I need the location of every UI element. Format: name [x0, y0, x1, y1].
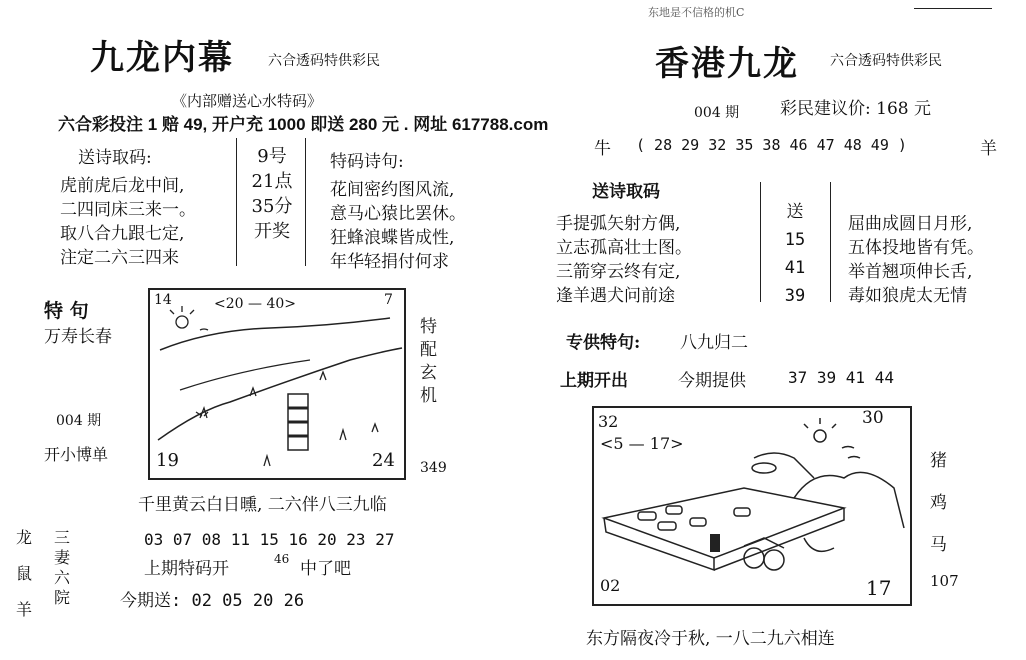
tepei-char: 机	[420, 386, 437, 406]
send-number: 41	[784, 258, 806, 278]
tepei-char: 玄	[420, 363, 437, 383]
internal-gift-label: 《内部赠送心水特码》	[172, 92, 323, 110]
right-period: 004 期	[694, 105, 740, 121]
today-send: 今期送: 02 05 20 26	[120, 591, 305, 611]
suggested-price: 彩民建议价: 168 元	[780, 99, 931, 119]
zodiac-char: 羊	[16, 600, 33, 619]
left-poem-header: 送诗取码:	[78, 148, 152, 168]
drawing-range: <5 — 17>	[600, 434, 684, 453]
sheep-label: 羊	[980, 139, 997, 159]
poem-line: 注定二六三四来	[60, 248, 179, 268]
poem-line: 狂蜂浪蝶皆成性,	[330, 228, 455, 248]
drawing-number-tr: 7	[384, 292, 393, 308]
poem-line: 意马心猿比罢休。	[330, 204, 466, 224]
tepei-xuanji	[420, 316, 437, 408]
poem-line: 花间密约图风流,	[330, 180, 455, 200]
special-sentence-text: 八九归二	[680, 333, 748, 353]
zodiac-char: 六	[54, 568, 71, 587]
zodiac-char: 妻	[54, 548, 71, 567]
hit-label: 中了吧	[300, 559, 351, 579]
zodiac-column-2	[54, 528, 70, 608]
this-provide-label: 今期提供	[678, 371, 746, 391]
teju-text: 万寿长春	[44, 327, 112, 347]
drawing-number-bl: 19	[156, 450, 179, 471]
drawing-number-br: 17	[866, 576, 892, 600]
ox-numbers: ( 28 29 32 35 38 46 47 48 49 )	[636, 136, 907, 154]
special-poem-header: 特码诗句:	[330, 152, 404, 172]
ox-label: 牛	[594, 139, 611, 159]
right-divider-1	[760, 182, 761, 302]
send-number: 39	[784, 286, 806, 306]
left-divider-2	[305, 138, 306, 266]
poem-line: 三箭穿云终有定,	[556, 262, 681, 282]
draw-minute: 35分	[251, 196, 293, 217]
last-special-number: 46	[274, 552, 290, 566]
poem-line: 五体投地皆有凭。	[848, 238, 984, 258]
poem-line: 屈曲成圆日月形,	[848, 214, 973, 234]
number-349: 349	[420, 460, 447, 476]
poem-line: 举首翘项伸长舌,	[848, 262, 973, 282]
draw-date: 9号	[257, 146, 287, 167]
special-poem	[330, 178, 466, 274]
top-fragment-text: 东地是不信格的机C	[648, 6, 745, 19]
zodiac-char: 鼠	[16, 564, 33, 583]
zodiac-char: 三	[54, 528, 71, 547]
left-hint-drawing	[148, 288, 406, 480]
mountain-path-sketch	[150, 290, 404, 478]
animal-char: 猪	[930, 451, 947, 471]
number-107: 107	[930, 572, 959, 590]
left-title: 九龙内幕	[90, 38, 234, 78]
poem-line: 年华轻捐付何求	[330, 252, 449, 272]
tepei-char: 配	[420, 340, 437, 360]
right-title: 香港九龙	[655, 44, 799, 84]
numbers-row: 03 07 08 11 15 16 20 23 27	[144, 530, 395, 549]
drawing-number-tl: 32	[598, 412, 619, 431]
right-poem-header: 送诗取码	[592, 182, 660, 202]
poem-line: 毒如狼虎太无情	[848, 286, 967, 306]
zodiac-column-1	[16, 520, 32, 628]
poem-line: 二四同床三来一。	[60, 200, 196, 220]
draw-hour: 21点	[251, 171, 293, 192]
ad-banner[interactable]: 六合彩投注 1 赔 49, 开户充 1000 即送 280 元 . 网址 617788.com	[58, 115, 549, 134]
left-divider-1	[236, 138, 237, 266]
right-poem	[556, 212, 692, 308]
special-sentence-label: 专供特句:	[566, 333, 641, 353]
drawing-number-br: 24	[372, 450, 395, 471]
poem-line: 手提弧矢射方偶,	[556, 214, 681, 234]
left-period: 004 期	[56, 413, 102, 429]
right-divider-2	[830, 182, 831, 302]
drawing-range: <20 — 40>	[214, 296, 296, 312]
draw-label: 开奖	[254, 221, 290, 242]
zodiac-char: 院	[54, 588, 71, 607]
drawing-number-tr: 30	[862, 408, 884, 428]
left-poem	[60, 174, 196, 270]
last-open-label: 上期开出	[560, 371, 628, 391]
send-label: 送	[786, 202, 804, 222]
provide-numbers: 37 39 41 44	[788, 368, 894, 387]
right-subtitle: 六合透码特供彩民	[830, 53, 942, 69]
tepei-char: 特	[420, 317, 437, 337]
poem-line: 逢羊遇犬问前途	[556, 286, 675, 306]
animal-char: 鸡	[930, 493, 947, 513]
drawing-number-bl: 02	[600, 576, 621, 595]
right-hint-drawing	[592, 406, 912, 606]
animal-list	[930, 440, 947, 566]
right-verse: 东方隔夜冷于秋, 一八二九六相连	[586, 629, 835, 649]
draw-time-box	[244, 144, 300, 244]
left-subtitle: 六合透码特供彩民	[268, 53, 380, 69]
send-box	[770, 198, 820, 310]
poem-line: 立志孤高壮士图。	[556, 238, 692, 258]
right-poem-2	[848, 212, 984, 308]
poem-line: 虎前虎后龙中间,	[60, 176, 185, 196]
left-verse: 千里黄云白日曛, 二六伴八三九临	[138, 495, 387, 515]
teju-label: 特 句	[44, 300, 89, 322]
animal-char: 马	[930, 535, 947, 555]
last-special-label: 上期特码开	[144, 559, 229, 579]
top-right-rule	[914, 8, 992, 9]
zodiac-char: 龙	[16, 528, 33, 547]
send-number: 15	[784, 230, 806, 250]
poem-line: 取八合九跟七定,	[60, 224, 185, 244]
kaixiao-text: 开小博单	[44, 445, 109, 464]
drawing-number-tl: 14	[154, 292, 172, 308]
